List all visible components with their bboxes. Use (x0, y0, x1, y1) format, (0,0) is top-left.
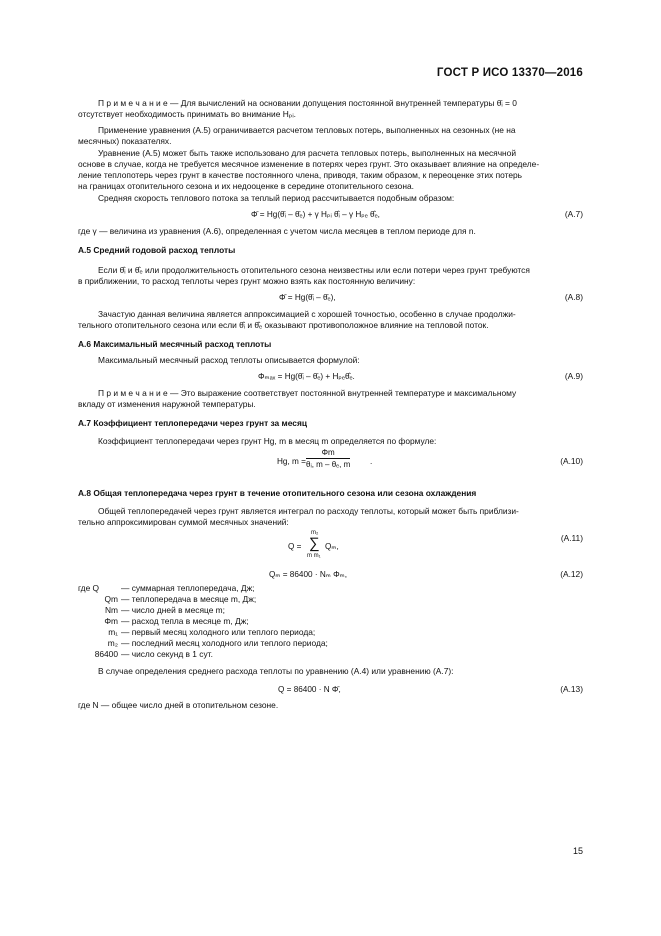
para-4-line-1: Если θ̂ᵢ и θ̂ₑ или продолжительность отопительного сезона неизвестны или если потери через грунт требуются (98, 265, 530, 275)
para-3-line-1: Средняя скорость теплового потока за теплый период рассчитывается подобным образом: (98, 193, 455, 203)
para-2-line-2: основе в случае, когда не требуется месячное изменение в потерях через грунт. Это оказывает влияние на определе- (78, 159, 540, 169)
equation-a10-numerator: Φm (306, 448, 350, 459)
note-2-lead: П р и м е ч а н и е (98, 388, 168, 398)
definition-symbol: Nm (104, 605, 118, 615)
definition-text: — первый месяц холодного или теплого периода; (121, 627, 316, 637)
definition-symbol: Φm (104, 616, 118, 626)
note-2-line-2: вкладу от изменения наружной температуры. (78, 399, 256, 409)
definition-symbol: m₂ (107, 638, 118, 648)
note-2-line-1 (98, 388, 516, 399)
note-1-line-1 (98, 98, 517, 109)
definition-text: — число секунд в 1 сут. (121, 649, 213, 659)
definition-row (78, 649, 213, 660)
para-5-line-1: Зачастую данная величина является аппроксимацией с хорошей точностью, особенно в случае продолжи- (98, 309, 516, 319)
para-7-line-1: Коэффициент теплопередачи через грунт Hg, m в месяц m определяется по формуле: (98, 436, 437, 446)
section-a5-title: А.5 Средний годовой расход теплоты (78, 245, 236, 255)
equation-a12: Qₘ = 86400 · Nₘ Φₘ, (269, 570, 348, 579)
sum-sign: ∑ (309, 535, 320, 552)
equation-a9-number: (А.9) (564, 371, 583, 381)
definition-row (78, 594, 256, 605)
definition-row (78, 616, 249, 627)
definition-row (78, 638, 328, 649)
section-a8-title: А.8 Общая теплопередача через грунт в течение отопительного сезона или сезона охлаждения (78, 488, 477, 498)
definition-row (78, 605, 225, 616)
definition-symbol: 86400 (94, 649, 118, 659)
para-1-line-1: Применение уравнения (А.5) ограничивается расчетом тепловых потерь, выполненных на сезонных (не на (98, 125, 516, 135)
equation-a10-fraction (306, 448, 350, 469)
equation-a11-sum-bottom: m m₁ (307, 553, 321, 559)
para-4-line-2: в приближении, то расход теплоты через грунт можно взять как постоянную величину: (78, 276, 416, 286)
definition-symbol: Qm (104, 594, 118, 604)
note-1-line-2: отсутствует необходимость принимать во внимание Hₚᵢ. (78, 109, 296, 119)
equation-a13-number: (А.13) (560, 684, 583, 694)
para-9-line-1: В случае определения среднего расхода теплоты по уравнению (А.4) или уравнению (А.7): (98, 666, 454, 676)
note-1-text-1: — Для вычислений на основании допущения постоянной внутренней температуры θ̄ᵢ = 0 (170, 98, 517, 108)
page-number: 15 (572, 846, 583, 856)
definition-text: — последний месяц холодного или теплого периода; (121, 638, 328, 648)
note-2-text-1: — Это выражение соответствует постоянной внутренней температуре и максимальному (170, 388, 517, 398)
equation-a8-number: (А.8) (564, 292, 583, 302)
equation-a10-number: (А.10) (560, 456, 583, 466)
where-n: где N — общее число дней в отопительном сезоне. (78, 700, 279, 710)
equation-a9: Φₘₐₓ = Hg(θ̄ᵢ – θ̄ₑ) + Hₚₑθ̂ₑ. (258, 372, 355, 381)
para-6-line-1: Максимальный месячный расход теплоты описывается формулой: (98, 355, 360, 365)
definition-symbol: m₁ (108, 627, 118, 637)
section-a6-title: А.6 Максимальный месячный расход теплоты (78, 339, 272, 349)
document-header: ГОСТ Р ИСО 13370—2016 (436, 67, 583, 79)
note-1-lead: П р и м е ч а н и е (98, 98, 168, 108)
equation-a11-rhs: Qₘ, (325, 542, 339, 551)
para-2-line-3: ление теплопотерь через грунт в качестве постоянного члена, приводя, таким образом, к переоценке этих потерь (78, 170, 523, 180)
equation-a8: Φ̄ = Hg(θ̄ᵢ – θ̄ₑ), (279, 293, 336, 302)
para-8-line-1: Общей теплопередачей через грунт является интеграл по расходу теплоты, который может быть приблизи- (98, 506, 519, 516)
para-2-line-4: на границах отопительного сезона и их недооценке в середине отопительного сезона. (78, 181, 414, 191)
equation-a7: Φ̄ = Hg(θ̄ᵢ – θ̄ₑ) + γ Hₚᵢ θ̂ᵢ – γ Hₚₑ θ̂ₑ, (251, 210, 380, 219)
equation-a11-sum-top: m₂ (311, 530, 319, 536)
definition-row (78, 583, 255, 594)
para-2-line-1: Уравнение (А.5) может быть также использовано для расчета тепловых потерь, выполненных на месячной (98, 148, 517, 158)
equation-a10-tail: . (370, 457, 373, 466)
equation-a10-denominator: θᵢ, m – θₑ, m (306, 460, 351, 469)
equation-a11-lhs: Q = (288, 542, 302, 551)
equation-a7-number: (А.7) (564, 209, 583, 219)
where-gamma: где γ — величина из уравнения (А.6), определенная с учетом числа месяцев в теплом периоде для n. (78, 226, 476, 236)
definition-text: — теплопередача в месяце m, Дж; (121, 594, 257, 604)
definition-text: — число дней в месяце m; (121, 605, 225, 615)
equation-a11-number: (А.11) (560, 533, 583, 543)
para-8-line-2: тельно аппроксимирован суммой месячных значений: (78, 517, 289, 527)
definition-text: — расход тепла в месяце m, Дж; (121, 616, 249, 626)
section-a7-title: А.7 Коэффициент теплопередачи через грунт за месяц (78, 418, 307, 428)
para-1-line-2: месячных) показателях. (78, 136, 172, 146)
definition-row (78, 627, 315, 638)
definition-symbol: где Q (78, 583, 100, 593)
equation-a12-number: (А.12) (560, 569, 583, 579)
equation-a10-lhs: Hg, m = (277, 457, 306, 466)
definition-text: — суммарная теплопередача, Дж; (121, 583, 255, 593)
para-5-line-2: тельного отопительного сезона или если θ̂ᵢ и θ̂ₑ оказывают противоположное влияние на тепловой поток. (78, 320, 489, 330)
equation-a13: Q = 86400 · N Φ̄, (278, 685, 341, 694)
